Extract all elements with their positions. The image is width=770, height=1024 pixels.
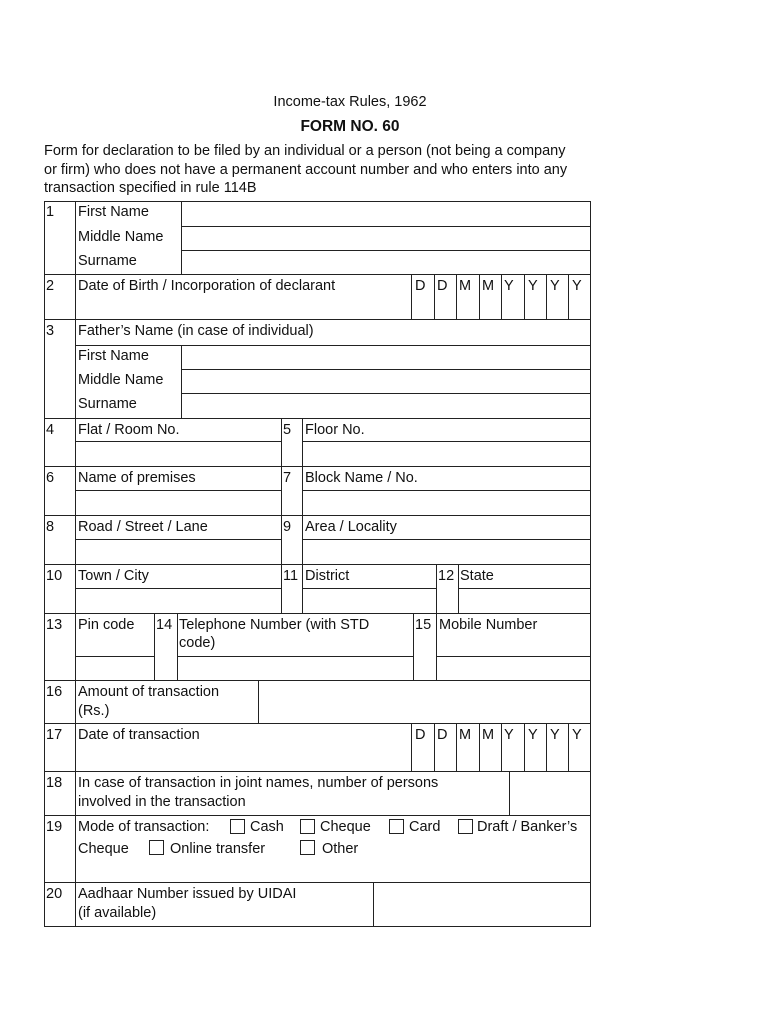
- row-number-18: 18: [46, 775, 63, 791]
- dob-cell-y3[interactable]: Y: [550, 278, 560, 294]
- surname-field[interactable]: [182, 251, 590, 274]
- txn-date-cell-m1[interactable]: M: [459, 727, 472, 743]
- row-number-15: 15: [415, 617, 432, 633]
- first-name-label: First Name: [78, 204, 149, 220]
- draft-label: Draft / Banker’s: [477, 819, 578, 835]
- card-label: Card: [409, 819, 441, 835]
- txn-date-cell-d1[interactable]: D: [415, 727, 426, 743]
- txn-date-cell-d2[interactable]: D: [437, 727, 448, 743]
- row-number-16: 16: [46, 684, 63, 700]
- online-transfer-checkbox[interactable]: [149, 840, 164, 855]
- cash-checkbox[interactable]: [230, 819, 245, 834]
- card-checkbox[interactable]: [389, 819, 404, 834]
- premises-label: Name of premises: [78, 470, 196, 486]
- mode-of-transaction-label: Mode of transaction:: [78, 819, 210, 835]
- row-number-6: 6: [46, 470, 55, 486]
- aadhaar-field[interactable]: [374, 883, 589, 925]
- txn-date-cell-m2[interactable]: M: [482, 727, 495, 743]
- floor-no-label: Floor No.: [305, 422, 365, 438]
- amount-label-line-1: Amount of transaction: [78, 684, 220, 700]
- dob-cell-d2[interactable]: D: [437, 278, 448, 294]
- row-number-4: 4: [46, 422, 55, 438]
- row-number-20: 20: [46, 886, 63, 902]
- other-checkbox[interactable]: [300, 840, 315, 855]
- row-number-14: 14: [156, 617, 173, 633]
- dob-cell-m2[interactable]: M: [482, 278, 495, 294]
- draft-label-cont: Cheque: [78, 841, 129, 857]
- row-number-19: 19: [46, 819, 63, 835]
- joint-names-label-line-1: In case of transaction in joint names, number of persons: [78, 775, 439, 791]
- row-number-8: 8: [46, 519, 55, 535]
- row-number-9: 9: [283, 519, 292, 535]
- father-middle-name-label: Middle Name: [78, 372, 164, 388]
- row-number-10: 10: [46, 568, 63, 584]
- father-surname-label: Surname: [78, 396, 137, 412]
- rules-title: Income-tax Rules, 1962: [273, 94, 427, 110]
- dob-cell-m1[interactable]: M: [459, 278, 472, 294]
- row-number-17: 17: [46, 727, 63, 743]
- dob-cell-d1[interactable]: D: [415, 278, 426, 294]
- row-number-7: 7: [283, 470, 292, 486]
- area-locality-label: Area / Locality: [305, 519, 397, 535]
- mobile-number-label: Mobile Number: [439, 617, 538, 633]
- telephone-label-line-2: code): [179, 635, 216, 651]
- date-of-birth-label: Date of Birth / Incorporation of declarant: [78, 278, 336, 294]
- row-number-13: 13: [46, 617, 63, 633]
- intro-line-3: transaction specified in rule 114B: [44, 180, 257, 196]
- fathers-name-label: Father’s Name (in case of individual): [78, 323, 314, 339]
- pin-code-label: Pin code: [78, 617, 135, 633]
- state-label: State: [460, 568, 494, 584]
- row-number-1: 1: [46, 204, 55, 220]
- other-label: Other: [322, 841, 359, 857]
- txn-date-cell-y2[interactable]: Y: [528, 727, 538, 743]
- dob-cell-y4[interactable]: Y: [572, 278, 582, 294]
- surname-label: Surname: [78, 253, 137, 269]
- dob-cell-y2[interactable]: Y: [528, 278, 538, 294]
- online-transfer-label: Online transfer: [170, 841, 266, 857]
- town-city-label: Town / City: [78, 568, 149, 584]
- cheque-checkbox[interactable]: [300, 819, 315, 834]
- middle-name-label: Middle Name: [78, 229, 164, 245]
- date-of-transaction-label: Date of transaction: [78, 727, 200, 743]
- aadhaar-label-line-2: (if available): [78, 905, 157, 921]
- row-number-3: 3: [46, 323, 55, 339]
- form-number: FORM NO. 60: [300, 118, 400, 135]
- row-number-5: 5: [283, 422, 292, 438]
- district-label: District: [305, 568, 350, 584]
- intro-line-1: Form for declaration to be filed by an individual or a person (not being a company: [44, 143, 566, 159]
- cash-label: Cash: [250, 819, 284, 835]
- txn-date-cell-y3[interactable]: Y: [550, 727, 560, 743]
- road-street-label: Road / Street / Lane: [78, 519, 208, 535]
- cheque-label: Cheque: [320, 819, 371, 835]
- txn-date-cell-y4[interactable]: Y: [572, 727, 582, 743]
- row-number-11: 11: [283, 568, 299, 584]
- first-name-field[interactable]: [182, 202, 590, 226]
- block-name-label: Block Name / No.: [305, 470, 418, 486]
- aadhaar-label-line-1: Aadhaar Number issued by UIDAI: [78, 886, 297, 902]
- telephone-label-line-1: Telephone Number (with STD: [179, 617, 370, 633]
- dob-cell-y1[interactable]: Y: [504, 278, 514, 294]
- joint-names-label-line-2: involved in the transaction: [78, 794, 246, 810]
- flat-room-label: Flat / Room No.: [78, 422, 180, 438]
- father-first-name-label: First Name: [78, 348, 149, 364]
- middle-name-field[interactable]: [182, 227, 590, 250]
- txn-date-cell-y1[interactable]: Y: [504, 727, 514, 743]
- amount-label-line-2: (Rs.): [78, 703, 110, 719]
- row-number-12: 12: [438, 568, 455, 584]
- draft-checkbox[interactable]: [458, 819, 473, 834]
- intro-line-2: or firm) who does not have a permanent account number and who enters into any: [44, 161, 568, 178]
- row-number-2: 2: [46, 278, 55, 294]
